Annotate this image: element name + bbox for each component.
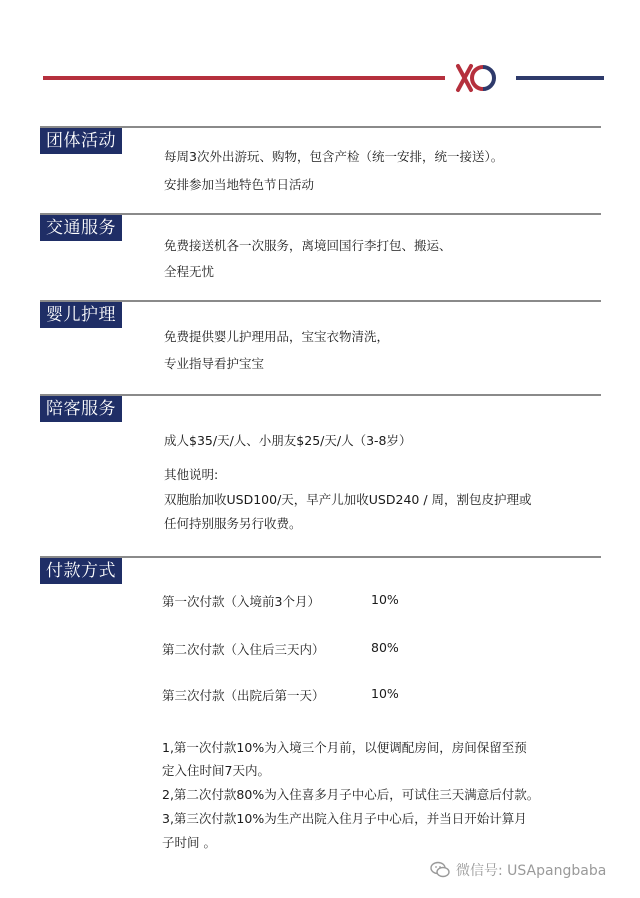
payment-percent: 80%	[371, 640, 399, 655]
payment-label: 第一次付款（入境前3个月）	[162, 594, 320, 609]
top-divider-red	[43, 76, 445, 80]
section-text: 免费提供婴儿护理用品，宝宝衣物清洗，	[164, 329, 390, 344]
section-divider	[40, 126, 601, 128]
section-text: 双胞胎加收USD100/天，早产儿加收USD240 / 周，割包皮护理或	[164, 492, 532, 507]
section-divider	[40, 300, 601, 302]
watermark-text: 微信号: USApangbaba	[456, 863, 607, 879]
section-text: 每周3次外出游玩、购物，包含产检（统一安排，统一接送）。	[164, 149, 504, 164]
top-divider-navy	[516, 76, 604, 80]
payment-note: 3,第三次付款10%为生产出院入住月子中心后，并当日开始计算月	[162, 811, 527, 826]
payment-note: 2,第二次付款80%为入住喜多月子中心后，可试住三天满意后付款。	[162, 787, 540, 802]
payment-percent: 10%	[371, 686, 399, 701]
payment-note: 1,第一次付款10%为入境三个月前，以便调配房间，房间保留至预	[162, 740, 527, 755]
brand-logo-icon	[455, 63, 499, 93]
section-divider	[40, 213, 601, 215]
section-text: 其他说明:	[164, 467, 219, 482]
payment-label: 第二次付款（入住后三天内）	[162, 642, 325, 657]
payment-note: 定入住时间7天内。	[162, 763, 270, 778]
watermark	[430, 860, 606, 880]
section-divider	[40, 556, 601, 558]
section-title: 交通服务	[40, 215, 122, 241]
payment-note: 子时间 。	[162, 835, 216, 850]
section-title: 婴儿护理	[40, 302, 122, 328]
section-text: 专业指导看护宝宝	[164, 356, 265, 371]
section-text: 免费接送机各一次服务，离境回国行李打包、搬运、	[164, 238, 452, 253]
section-text: 全程无忧	[164, 264, 215, 279]
section-text: 任何持别服务另行收费。	[164, 516, 302, 531]
payment-percent: 10%	[371, 592, 399, 607]
section-divider	[40, 394, 601, 396]
wechat-icon	[430, 861, 450, 879]
payment-label: 第三次付款（出院后第一天）	[162, 688, 325, 703]
section-title: 付款方式	[40, 558, 122, 584]
section-title: 陪客服务	[40, 396, 122, 422]
section-text: 安排参加当地特色节日活动	[164, 177, 315, 192]
section-title: 团体活动	[40, 128, 122, 154]
section-text: 成人$35/天/人、小朋友$25/天/人（3-8岁）	[164, 433, 412, 448]
